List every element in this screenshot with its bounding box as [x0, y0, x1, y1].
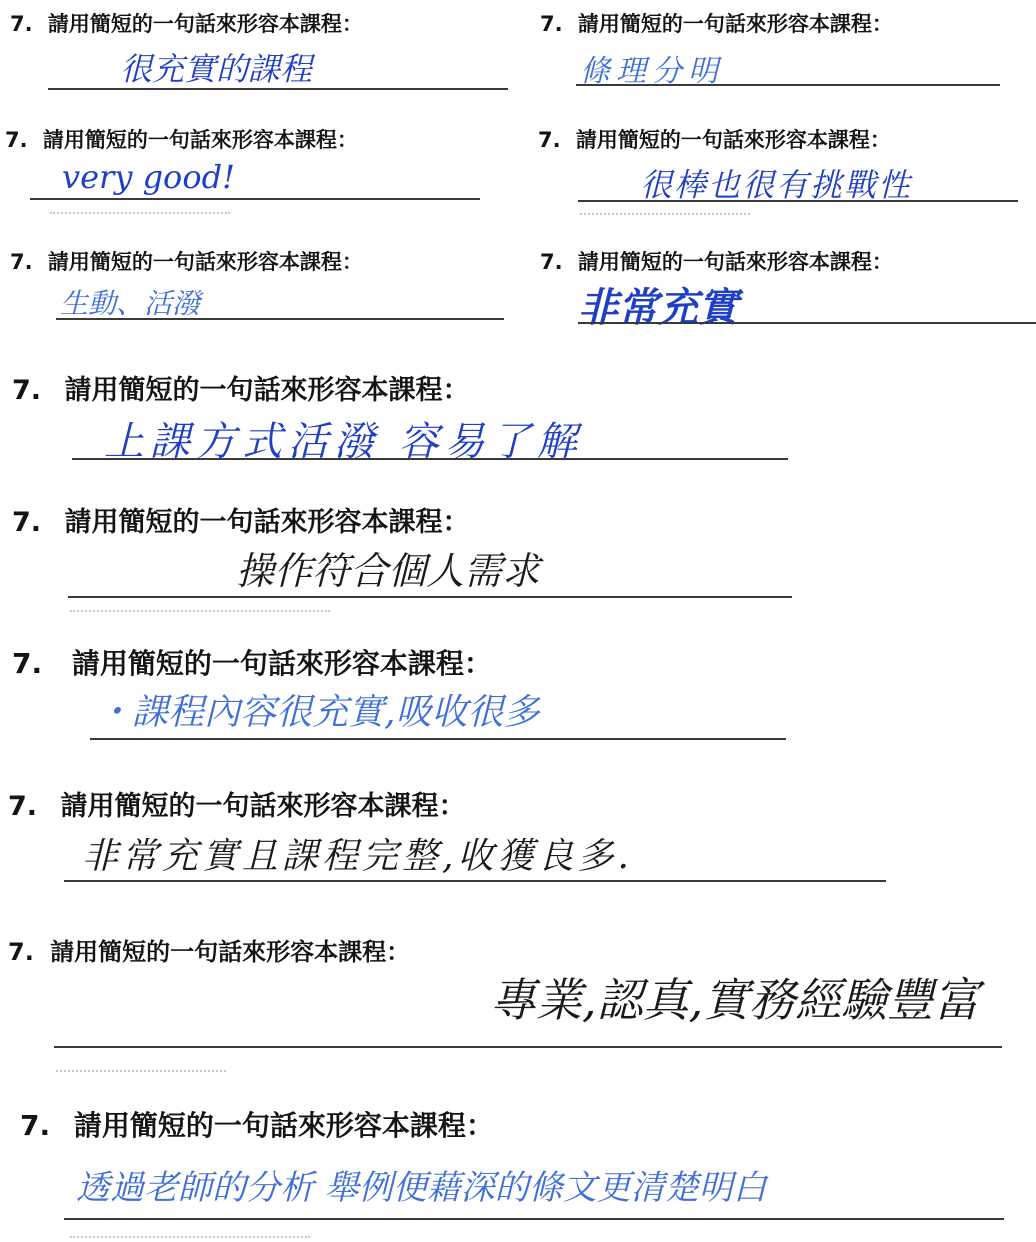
question-prompt: [540, 8, 893, 38]
handwritten-answer: ・課程內容很充實,吸收很多: [96, 692, 540, 733]
answer-line: [72, 458, 788, 460]
question-text: 請用簡短的一句話來形容本課程：: [47, 250, 363, 274]
question-text: 請用簡短的一句話來形容本課程：: [42, 128, 358, 152]
handwritten-answer: 透過老師的分析 舉例便藉深的條文更清楚明白: [76, 1168, 767, 1208]
question-text: 請用簡短的一句話來形容本課程：: [64, 507, 470, 538]
question-text: 請用簡短的一句話來形容本課程：: [60, 791, 466, 822]
question-prompt: [10, 8, 363, 38]
question-number: 7.: [12, 507, 42, 538]
question-number: 7.: [12, 375, 42, 406]
question-number: 7.: [10, 250, 33, 274]
question-prompt: [12, 368, 469, 407]
question-number: 7.: [540, 12, 563, 36]
question-prompt: [540, 246, 893, 276]
question-number: 7.: [540, 250, 563, 274]
handwritten-answer: 很充實的課程: [120, 50, 313, 88]
question-number: 7.: [20, 1109, 51, 1142]
question-prompt: [5, 124, 358, 154]
question-prompt: [8, 784, 465, 823]
question-prompt: [8, 932, 410, 967]
question-number: 7.: [5, 128, 28, 152]
question-number: 7.: [8, 791, 38, 822]
answer-line: [56, 318, 504, 320]
question-prompt: [10, 246, 363, 276]
question-prompt: [20, 1104, 494, 1144]
question-text: 請用簡短的一句話來形容本課程：: [64, 375, 470, 406]
answer-line: [578, 200, 1018, 202]
question-prompt: [12, 642, 492, 682]
handwritten-answer: 操作符合個人需求: [236, 549, 541, 593]
handwritten-answer: 專業,認真,實務經驗豐富: [490, 973, 980, 1027]
answer-line: [64, 1218, 1004, 1220]
question-number: 7.: [8, 938, 34, 966]
question-text: 請用簡短的一句話來形容本課程：: [577, 12, 893, 36]
answer-line: [54, 1046, 1002, 1048]
question-number: 7.: [10, 12, 33, 36]
handwritten-answer: 上課方式活潑 容易了解: [104, 419, 583, 465]
question-prompt: [538, 124, 891, 154]
handwritten-answer: 很棒也很有挑戰性: [640, 166, 913, 204]
answer-line: [90, 738, 786, 740]
handwritten-answer: 非常充實且課程完整,收獲良多.: [82, 836, 633, 877]
question-text: 請用簡短的一句話來形容本課程：: [73, 1109, 494, 1142]
question-text: 請用簡短的一句話來形容本課程：: [575, 128, 891, 152]
handwritten-answer: 條理分明: [580, 54, 724, 89]
answer-line: [68, 596, 792, 598]
question-number: 7.: [12, 647, 43, 680]
handwritten-answer: 生動、活潑: [60, 287, 201, 320]
question-text: 請用簡短的一句話來形容本課程：: [577, 250, 893, 274]
question-prompt: [12, 500, 469, 539]
answer-line: [48, 88, 508, 90]
answer-line: [64, 880, 886, 882]
question-number: 7.: [538, 128, 561, 152]
question-text: 請用簡短的一句話來形容本課程：: [47, 12, 363, 36]
answer-line: [578, 322, 1036, 324]
handwritten-answer: very good!: [62, 158, 235, 196]
question-text: 請用簡短的一句話來形容本課程：: [50, 938, 411, 966]
question-text: 請用簡短的一句話來形容本課程：: [71, 647, 492, 680]
answer-line: [30, 198, 480, 200]
handwritten-answer: 非常充實: [578, 284, 738, 331]
answer-line: [576, 84, 1000, 86]
